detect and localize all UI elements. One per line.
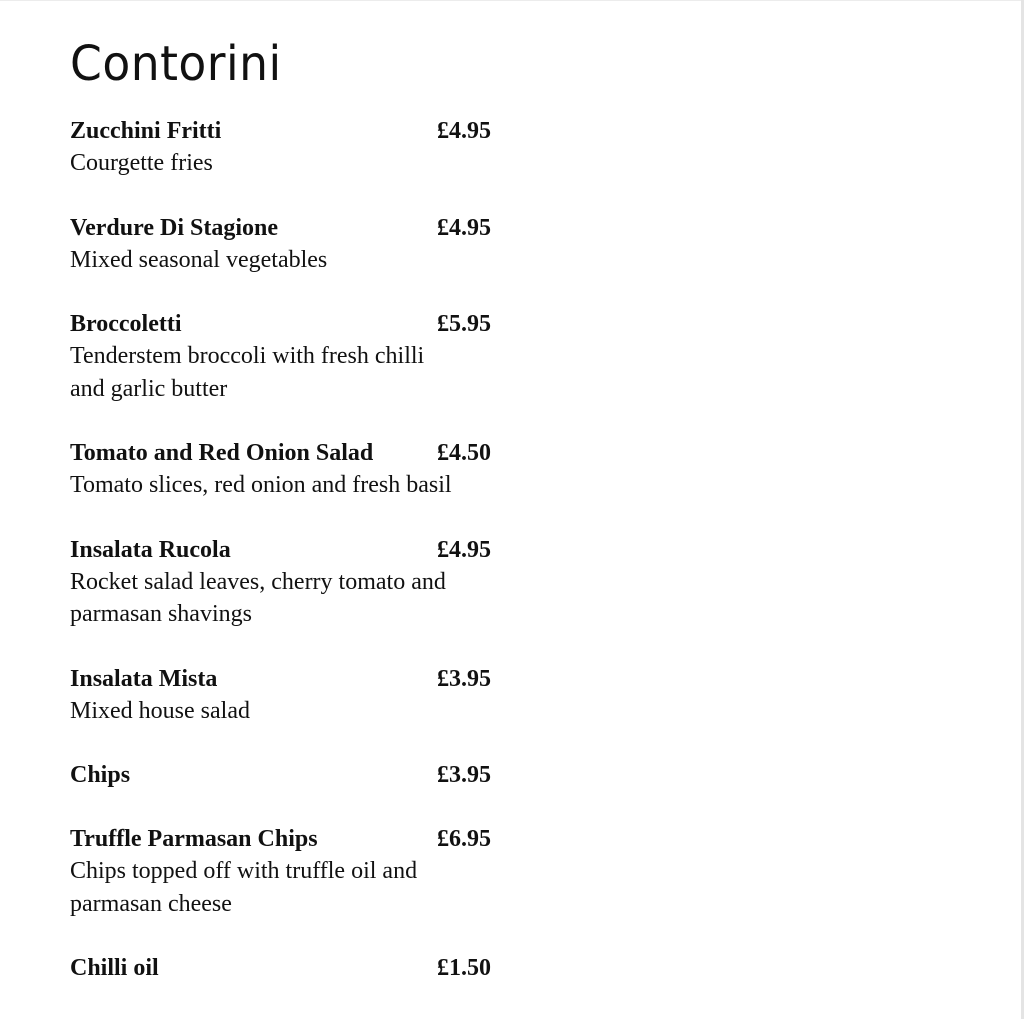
item-name: Tomato and Red Onion Salad [70, 440, 374, 466]
item-price: £6.95 [437, 826, 491, 852]
item-description-line: parmasan shavings [70, 601, 252, 627]
item-name: Chilli oil [70, 955, 159, 981]
item-price: £3.95 [437, 762, 491, 788]
item-name: Truffle Parmasan Chips [70, 826, 318, 852]
item-description-line: Courgette fries [70, 150, 213, 176]
item-price: £3.95 [437, 665, 491, 692]
menu-item [70, 759, 500, 791]
menu-item [70, 952, 500, 984]
menu-item [70, 534, 500, 631]
item-description-line: Mixed seasonal vegetables [70, 246, 328, 273]
page-top-edge [0, 0, 1024, 1]
item-name: Broccoletti [70, 311, 182, 337]
item-name: Insalata Mista [70, 665, 218, 692]
item-description-line: and garlic butter [70, 375, 228, 402]
menu-item [70, 437, 500, 502]
item-spacer [70, 180, 500, 212]
item-price: £4.95 [437, 214, 491, 241]
item-price: £5.95 [437, 311, 491, 337]
item-spacer [70, 502, 500, 534]
item-description-line: Tenderstem broccoli with fresh chilli [70, 343, 425, 369]
item-description-line: Chips topped off with truffle oil and [70, 858, 418, 884]
menu-item [70, 115, 500, 180]
item-name: Chips [70, 762, 131, 788]
item-name: Verdure Di Stagione [70, 214, 279, 241]
item-description-line: Tomato slices, red onion and fresh basil [70, 472, 452, 498]
menu-item [70, 663, 500, 728]
item-header [70, 663, 491, 695]
item-header [70, 115, 491, 147]
menu-item [70, 823, 500, 920]
item-spacer [70, 405, 500, 437]
item-spacer [70, 276, 500, 308]
item-description-line: Mixed house salad [70, 697, 250, 724]
item-price: £4.95 [437, 118, 491, 144]
item-spacer [70, 631, 500, 663]
item-header [70, 952, 491, 984]
item-name: Zucchini Fritti [70, 118, 222, 144]
item-header [70, 212, 491, 244]
menu-section [70, 32, 500, 984]
item-spacer [70, 727, 500, 759]
item-price: £4.95 [437, 536, 491, 563]
item-spacer [70, 920, 500, 952]
item-header [70, 437, 491, 469]
item-description-line: parmasan cheese [70, 890, 232, 917]
item-header [70, 534, 491, 566]
item-header [70, 759, 491, 791]
item-price: £4.50 [437, 440, 491, 466]
item-spacer [70, 791, 500, 823]
item-header [70, 823, 491, 855]
item-description-line: Rocket salad leaves, cherry tomato and [70, 568, 446, 595]
menu-item [70, 212, 500, 277]
item-name: Insalata Rucola [70, 536, 231, 563]
item-price: £1.50 [437, 955, 491, 981]
item-header [70, 308, 491, 340]
menu-item [70, 308, 500, 405]
menu-title: Contorini [70, 36, 282, 92]
